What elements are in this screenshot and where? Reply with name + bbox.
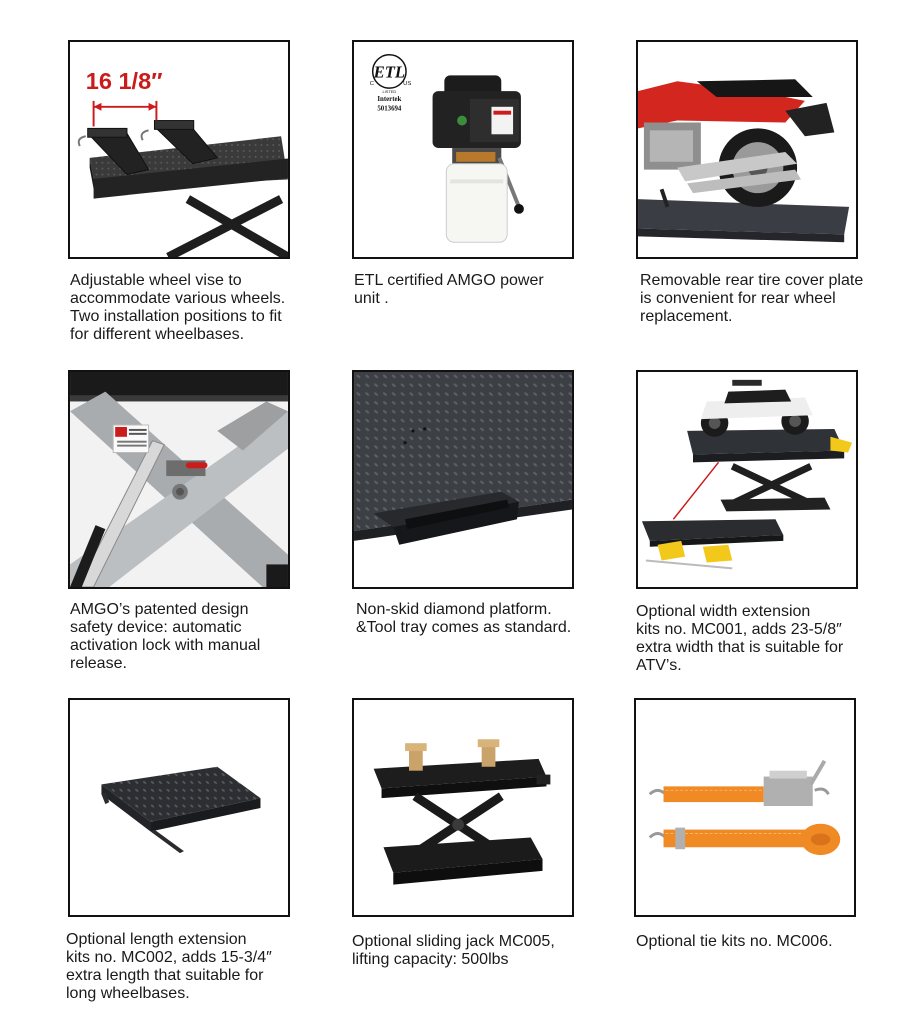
safety-lock-caption: AMGO’s patented design safety device: automatic activation lock with manual release. <box>70 601 261 672</box>
svg-text:5013694: 5013694 <box>377 105 402 113</box>
wheel-vise-caption: Adjustable wheel vise to accommodate various wheels. Two installation positions to fit for different wheelbases. <box>70 272 286 343</box>
power-unit-image <box>352 40 574 259</box>
tie-kit-caption: Optional tie kits no. MC006. <box>636 933 833 950</box>
safety-lock-image <box>68 370 290 589</box>
etl-logo <box>370 55 412 113</box>
svg-text:LISTED: LISTED <box>382 89 397 95</box>
svg-text:US: US <box>403 81 412 88</box>
wheel-vise-image <box>68 40 290 259</box>
tie-kit-image <box>634 698 856 917</box>
sliding-jack-caption: Optional sliding jack MC005, lifting capacity: 500lbs <box>352 933 555 968</box>
svg-text:Intertek: Intertek <box>377 95 402 103</box>
vise-dimension-label: 16 1/8″ <box>85 68 163 95</box>
rear-cover-caption: Removable rear tire cover plate is convenient for rear wheel replacement. <box>640 272 864 325</box>
platform-image <box>352 370 574 589</box>
rear-cover-image <box>636 40 858 259</box>
length-kit-caption: Optional length extension kits no. MC002, adds 15-3/4″ extra length that suitable for long wheelbases. <box>66 931 272 1002</box>
svg-text:ETL: ETL <box>373 62 406 82</box>
svg-text:C: C <box>369 81 374 88</box>
power-unit-caption: ETL certified AMGO power unit . <box>354 272 544 307</box>
sliding-jack-image <box>352 698 574 917</box>
platform-caption: Non-skid diamond platform. &Tool tray comes as standard. <box>356 601 572 636</box>
width-kit-image <box>636 370 858 589</box>
length-kit-image <box>68 698 290 917</box>
width-kit-caption: Optional width extension kits no. MC001, adds 23-5/8″ extra width that is suitable for ATV’s. <box>636 603 844 674</box>
